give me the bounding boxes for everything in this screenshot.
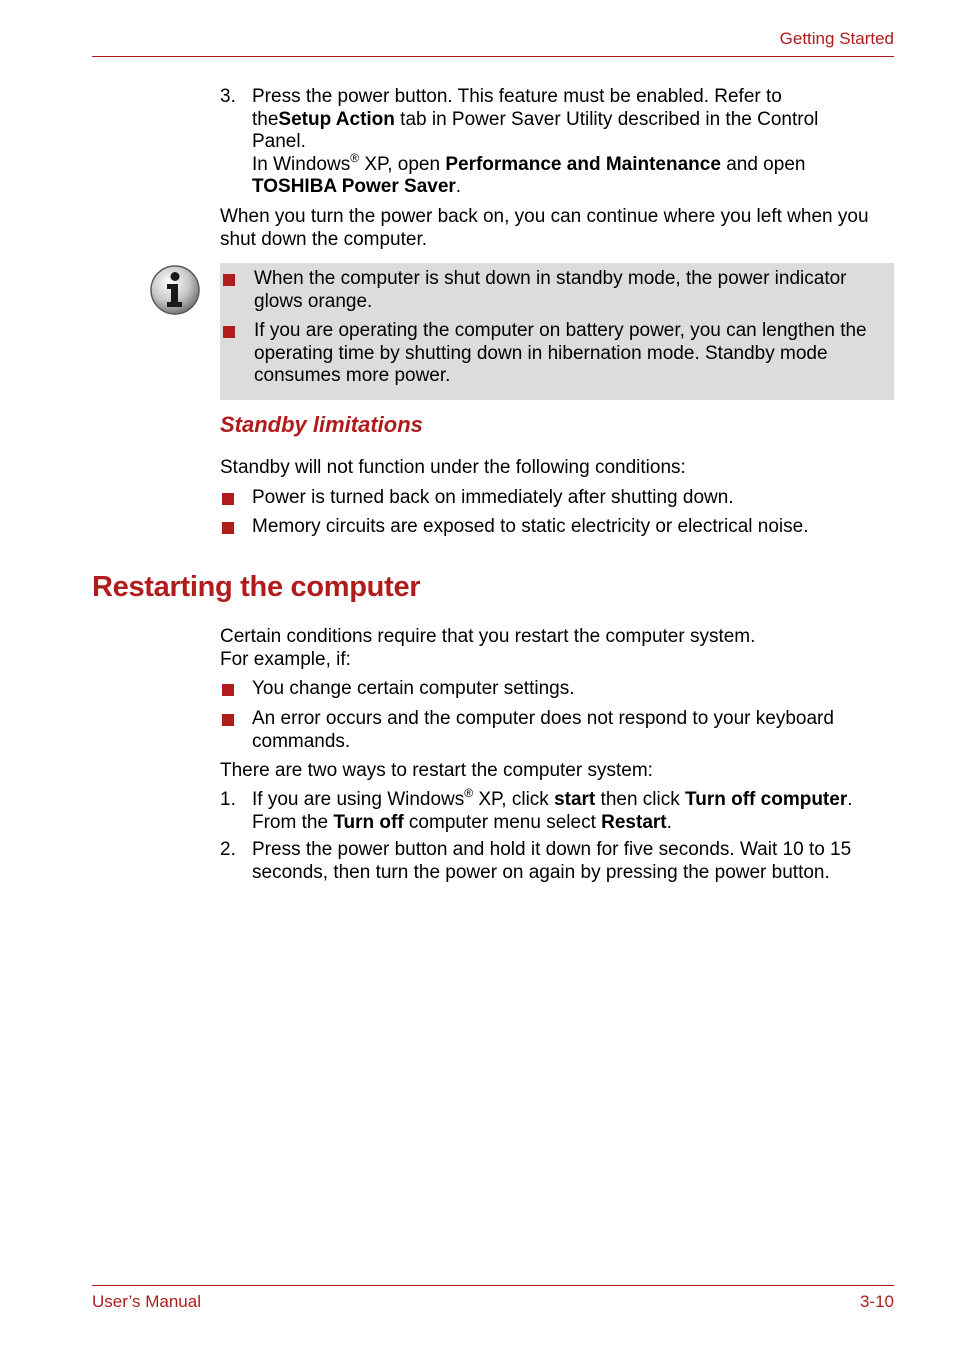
note-item bbox=[220, 268, 900, 314]
step-number: 3. bbox=[220, 86, 236, 107]
header-rule bbox=[92, 56, 894, 57]
setup-action-term: Setup Action bbox=[278, 108, 395, 130]
step-2 bbox=[220, 839, 900, 885]
text-run: then click bbox=[595, 789, 686, 810]
bullet-square bbox=[222, 493, 234, 505]
turn-off-computer-term: Turn off computer bbox=[685, 789, 848, 810]
step-number: 1. bbox=[220, 789, 236, 810]
step-text bbox=[252, 86, 902, 199]
bullet-square bbox=[222, 522, 234, 534]
text-run: For example, if: bbox=[220, 648, 351, 670]
registered-mark: ® bbox=[464, 786, 474, 800]
running-header: Getting Started bbox=[779, 29, 894, 48]
resume-paragraph: When you turn the power back on, you can continue where you left when you shut down the computer. bbox=[220, 206, 869, 250]
step-line: Press the power button. This feature must be enabled. Refer to bbox=[252, 86, 782, 107]
text-run: the bbox=[252, 108, 279, 130]
step-number: 2. bbox=[220, 839, 236, 860]
note-item bbox=[220, 320, 900, 388]
bullet-square bbox=[223, 274, 235, 286]
text-run: In Windows bbox=[252, 153, 351, 175]
text-run: . bbox=[455, 176, 462, 197]
registered-mark: ® bbox=[350, 150, 360, 165]
text-run: Certain conditions require that you restart the computer system. bbox=[220, 626, 756, 647]
text-run: XP, open bbox=[359, 153, 446, 175]
toshiba-saver-term: TOSHIBA Power Saver bbox=[252, 176, 456, 197]
text-run: and open bbox=[720, 153, 806, 175]
list-item-text: You change certain computer settings. bbox=[252, 678, 575, 699]
list-item-text: An error occurs and the computer does not respond to your keyboard commands. bbox=[252, 708, 834, 752]
subsection-heading: Standby limitations bbox=[220, 412, 423, 437]
bullet-square bbox=[222, 684, 234, 696]
text-run: From the bbox=[252, 811, 334, 833]
turn-off-term: Turn off bbox=[333, 811, 404, 833]
bullet-square bbox=[222, 714, 234, 726]
footer-rule bbox=[92, 1285, 894, 1286]
text-run: If you are using Windows bbox=[252, 789, 465, 810]
list-item bbox=[220, 487, 900, 511]
list-item-text: Power is turned back on immediately after shutting down. bbox=[252, 487, 734, 508]
bullet-square bbox=[223, 326, 235, 338]
list-item bbox=[220, 678, 900, 702]
text-run: XP, click bbox=[473, 789, 555, 810]
list-item-text: Memory circuits are exposed to static electricity or electrical noise. bbox=[252, 516, 809, 537]
step-text bbox=[252, 786, 902, 834]
list-item bbox=[220, 708, 900, 754]
restart-term: Restart bbox=[601, 811, 667, 833]
list-item bbox=[220, 516, 900, 540]
footer-manual-title: User’s Manual bbox=[92, 1292, 201, 1311]
step-text: Press the power button and hold it down for five seconds. Wait 10 to 15 seconds, then turn the power on again by pressing the power button. bbox=[252, 839, 852, 883]
text-run: tab in Power Saver Utility described in the Control bbox=[394, 108, 819, 130]
text-run: computer menu select bbox=[403, 811, 602, 833]
note-box bbox=[220, 263, 894, 400]
text-run: . bbox=[666, 811, 672, 833]
start-term: start bbox=[554, 789, 596, 810]
standby-intro: Standby will not function under the following conditions: bbox=[220, 457, 686, 478]
restart-intro bbox=[220, 626, 890, 671]
info-icon bbox=[149, 264, 201, 316]
text-run: . bbox=[847, 789, 853, 810]
section-heading: Restarting the computer bbox=[92, 571, 421, 603]
step-3 bbox=[220, 86, 900, 198]
text-run: Panel. bbox=[252, 131, 306, 152]
note-text: If you are operating the computer on battery power, you can lengthen the operating time by shutting down in hibernation mode. Standby mode consumes more power. bbox=[254, 320, 867, 386]
restart-ways: There are two ways to restart the computer system: bbox=[220, 760, 653, 781]
step-1 bbox=[220, 786, 900, 835]
page-number: 3-10 bbox=[859, 1292, 894, 1311]
note-text: When the computer is shut down in standby mode, the power indicator glows orange. bbox=[254, 268, 847, 312]
perf-maint-term: Performance and Maintenance bbox=[445, 153, 721, 175]
